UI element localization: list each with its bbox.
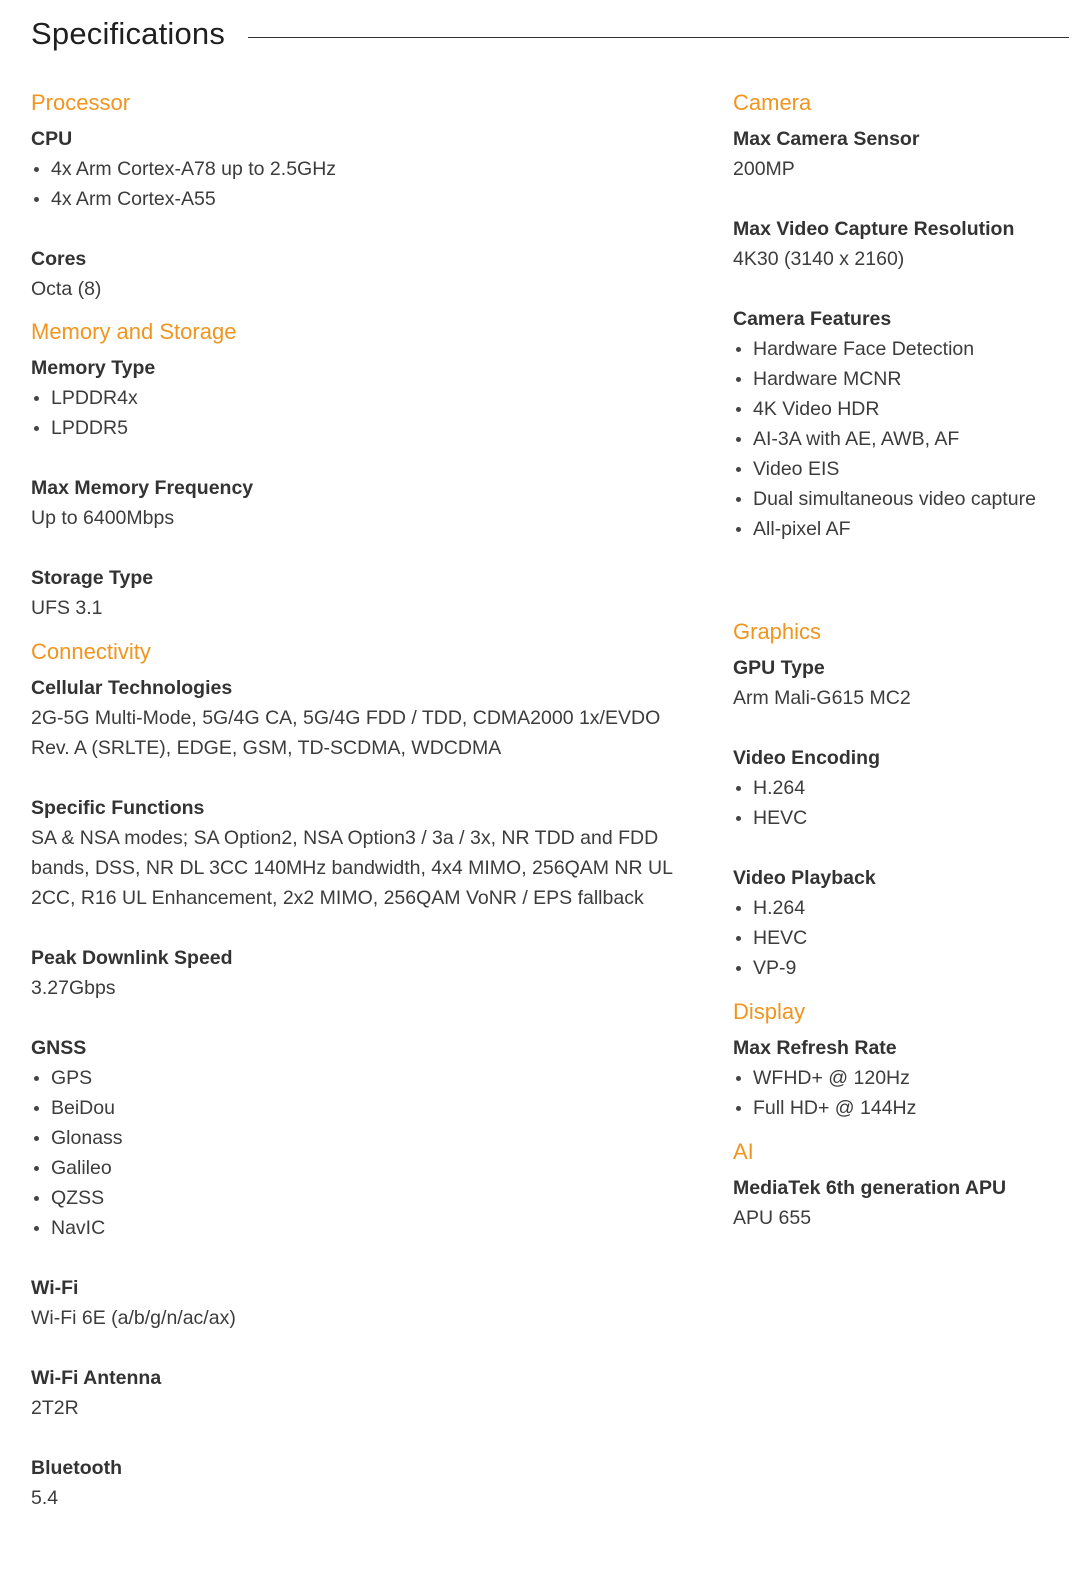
list-item: GPS: [31, 1063, 691, 1093]
spec-label: Cores: [31, 248, 87, 270]
list-item: Galileo: [31, 1153, 691, 1183]
spec-label: Video Playback: [733, 867, 876, 889]
spec-peak-downlink: [31, 943, 691, 1003]
spec-label: GNSS: [31, 1037, 87, 1059]
list-item: BeiDou: [31, 1093, 691, 1123]
spec-label: Max Video Capture Resolution: [733, 218, 1015, 240]
spec-gnss: [31, 1033, 691, 1243]
spec-label: Max Refresh Rate: [733, 1037, 897, 1059]
list-item: LPDDR5: [31, 413, 691, 443]
list-item: AI-3A with AE, AWB, AF: [733, 424, 1069, 454]
header-divider: [248, 37, 1069, 38]
spec-bluetooth: [31, 1453, 691, 1513]
section-title-memory: Memory and Storage: [31, 319, 237, 344]
spec-label: GPU Type: [733, 657, 825, 679]
section-title-connectivity: Connectivity: [31, 639, 151, 664]
list-item: 4x Arm Cortex-A78 up to 2.5GHz: [31, 154, 691, 184]
list-item: LPDDR4x: [31, 383, 691, 413]
spec-value: Arm Mali-G615 MC2: [733, 687, 911, 709]
spec-label: Video Encoding: [733, 747, 880, 769]
spec-label: Storage Type: [31, 567, 154, 589]
spec-memory-frequency: [31, 473, 691, 533]
section-title-graphics: Graphics: [733, 619, 822, 644]
spec-label: MediaTek 6th generation APU: [733, 1177, 1007, 1199]
page-title: Specifications: [31, 16, 226, 51]
list-item: H.264: [733, 893, 1069, 923]
spec-cellular: [31, 673, 691, 763]
spec-storage-type: [31, 563, 691, 623]
section-title-camera: Camera: [733, 90, 812, 115]
spec-gpu-type: [733, 653, 1069, 713]
spec-value: UFS 3.1: [31, 597, 103, 619]
spec-label: Bluetooth: [31, 1457, 122, 1479]
refresh-rate-list: [733, 1063, 1069, 1123]
spec-value: 200MP: [733, 158, 795, 180]
gnss-list: [31, 1063, 691, 1243]
spec-specific-functions: [31, 793, 691, 913]
list-item: Hardware Face Detection: [733, 334, 1069, 364]
camera-features-list: [733, 334, 1069, 544]
list-item: Full HD+ @ 144Hz: [733, 1093, 1069, 1123]
spec-video-playback: [733, 863, 1069, 983]
spec-label: Specific Functions: [31, 797, 205, 819]
spec-value: Up to 6400Mbps: [31, 507, 175, 529]
spec-wifi: [31, 1273, 691, 1333]
list-item: HEVC: [733, 803, 1069, 833]
spec-value: Octa (8): [31, 278, 102, 300]
spec-apu: [733, 1173, 1069, 1233]
left-column: [31, 82, 691, 1513]
spec-value: 5.4: [31, 1487, 59, 1509]
spec-camera-features: [733, 304, 1069, 544]
section-title-ai: AI: [733, 1139, 754, 1164]
list-item: Dual simultaneous video capture: [733, 484, 1069, 514]
spec-cores: [31, 244, 691, 304]
spec-label: Camera Features: [733, 308, 892, 330]
spec-label: Max Camera Sensor: [733, 128, 920, 150]
spec-value: 4K30 (3140 x 2160): [733, 248, 905, 270]
spec-label: Max Memory Frequency: [31, 477, 254, 499]
list-item: VP-9: [733, 953, 1069, 983]
list-item: All-pixel AF: [733, 514, 1069, 544]
spec-label: Memory Type: [31, 357, 156, 379]
list-item: QZSS: [31, 1183, 691, 1213]
section-title-processor: Processor: [31, 90, 131, 115]
spec-value: 3.27Gbps: [31, 977, 116, 999]
spec-label: Wi-Fi: [31, 1277, 79, 1299]
list-item: NavIC: [31, 1213, 691, 1243]
list-item: Hardware MCNR: [733, 364, 1069, 394]
spec-value: APU 655: [733, 1207, 812, 1229]
spec-memory-type: [31, 353, 691, 443]
spec-label: Peak Downlink Speed: [31, 947, 233, 969]
spec-value: SA & NSA modes; SA Option2, NSA Option3 / 3a / 3x, NR TDD and FDD bands, DSS, NR DL 3CC 140MHz bandwidth, 4x4 MIMO, 256QAM NR UL 2CC, R16 UL Enhancement, 2x2 MIMO, 256QAM VoNR / EPS fallback: [31, 827, 673, 909]
spec-cpu: [31, 124, 691, 214]
spec-video-capture: [733, 214, 1069, 274]
spec-refresh-rate: [733, 1033, 1069, 1123]
spec-label: Cellular Technologies: [31, 677, 233, 699]
video-encoding-list: [733, 773, 1069, 833]
list-item: 4K Video HDR: [733, 394, 1069, 424]
memory-type-list: [31, 383, 691, 443]
right-column: [733, 82, 1069, 1233]
list-item: H.264: [733, 773, 1069, 803]
spec-camera-sensor: [733, 124, 1069, 184]
spec-value: 2G-5G Multi-Mode, 5G/4G CA, 5G/4G FDD / TDD, CDMA2000 1x/EVDO Rev. A (SRLTE), EDGE, GSM, TD-SCDMA, WDCDMA: [31, 707, 661, 759]
video-playback-list: [733, 893, 1069, 983]
spec-label: CPU: [31, 128, 73, 150]
list-item: HEVC: [733, 923, 1069, 953]
spec-value: 2T2R: [31, 1397, 79, 1419]
cpu-list: [31, 154, 691, 214]
list-item: Glonass: [31, 1123, 691, 1153]
list-item: WFHD+ @ 120Hz: [733, 1063, 1069, 1093]
spec-value: Wi-Fi 6E (a/b/g/n/ac/ax): [31, 1307, 236, 1329]
specifications-header: [31, 12, 1069, 62]
list-item: Video EIS: [733, 454, 1069, 484]
list-item: 4x Arm Cortex-A55: [31, 184, 691, 214]
section-title-display: Display: [733, 999, 806, 1024]
spec-label: Wi-Fi Antenna: [31, 1367, 162, 1389]
spec-video-encoding: [733, 743, 1069, 833]
spec-wifi-antenna: [31, 1363, 691, 1423]
